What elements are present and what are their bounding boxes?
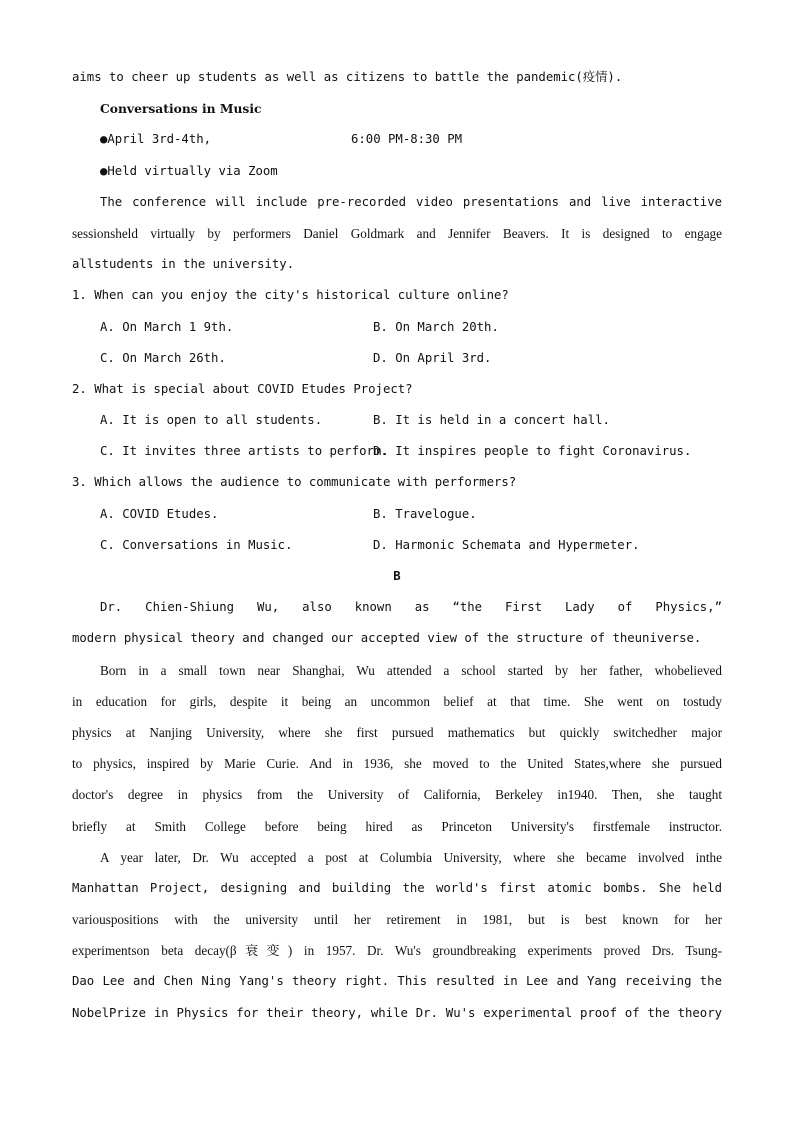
question-stem: 2. What is special about COVID Etudes Project?: [72, 381, 413, 396]
section-heading: B: [393, 569, 401, 583]
paragraph-line: Born in a small town near Shanghai, Wu attended a school started by her father, whobelieved: [100, 662, 722, 678]
paragraph-line: A year later, Dr. Wu accepted a post at Columbia University, where she became involved inthe: [100, 849, 722, 865]
option-a: A. COVID Etudes.: [100, 506, 219, 521]
option-row: [72, 530, 722, 561]
paragraph-line: briefly at Smith College before being hired as Princeton University's firstfemale instructor.: [72, 818, 722, 834]
event-date-line: [72, 124, 722, 155]
paragraph-line: experimentson beta decay(β衰变) in 1957. Dr. Wu's groundbreaking experiments proved Drs. Tsung-: [72, 943, 722, 959]
option-c: C. On March 26th.: [100, 350, 226, 365]
paragraph-line: in education for girls, despite it being an uncommon belief at that time. She went on tostudy: [72, 693, 722, 709]
paragraph-line: to physics, inspired by Marie Curie. And in 1936, she moved to the United States,where she pursued: [72, 756, 722, 772]
option-b: B. Travelogue.: [373, 506, 477, 521]
event-venue: ●Held virtually via Zoom: [100, 163, 278, 178]
event-time: 6:00 PM-8:30 PM: [351, 132, 463, 147]
event-date: ●April 3rd-4th,: [100, 132, 212, 147]
event-desc-line: allstudents in the university.: [72, 257, 295, 272]
option-d: D. It inspires people to fight Coronavirus.: [373, 444, 692, 459]
option-a: A. It is open to all students.: [100, 413, 323, 428]
option-d: D. On April 3rd.: [373, 350, 492, 365]
option-row: [72, 312, 722, 343]
question-stem: 1. When can you enjoy the city's historical culture online?: [72, 288, 509, 303]
event-desc-line: sessionsheld virtually by performers Daniel Goldmark and Jennifer Beavers. It is designed to engage: [72, 225, 722, 241]
event-desc-line: The conference will include pre-recorded video presentations and live interactive: [100, 194, 722, 209]
option-b: B. It is held in a concert hall.: [373, 413, 610, 428]
text-line: aims to cheer up students as well as citizens to battle the pandemic(疫情).: [72, 70, 623, 84]
option-row: [72, 343, 722, 374]
option-c: C. It invites three artists to perform.: [100, 444, 389, 459]
option-c: C. Conversations in Music.: [100, 537, 293, 552]
option-b: B. On March 20th.: [373, 319, 499, 334]
paragraph-line: doctor's degree in physics from the University of California, Berkeley in1940. Then, she taught: [72, 787, 722, 803]
option-d: D. Harmonic Schemata and Hypermeter.: [373, 537, 640, 552]
option-row: [72, 405, 722, 436]
question-stem: 3. Which allows the audience to communicate with performers?: [72, 475, 517, 490]
paragraph-line: NobelPrize in Physics for their theory, while Dr. Wu's experimental proof of the theory: [72, 1005, 722, 1020]
paragraph-line: physics at Nanjing University, where she first pursued mathematics but quickly switchedher major: [72, 724, 722, 740]
paragraph-line: Dr. Chien-Shiung Wu, also known as “the First Lady of Physics,”: [100, 600, 722, 615]
option-a: A. On March 1 9th.: [100, 319, 234, 334]
paragraph-line: Dao Lee and Chen Ning Yang's theory right. This resulted in Lee and Yang receiving the: [72, 974, 722, 989]
paragraph-line: modern physical theory and changed our accepted view of the structure of theuniverse.: [72, 631, 702, 646]
paragraph-line: variouspositions with the university until her retirement in 1981, but is best known for her: [72, 912, 722, 928]
option-row: [72, 436, 722, 467]
event-title: Conversations in Music: [100, 101, 262, 117]
document-page: [72, 62, 722, 1029]
paragraph-line: Manhattan Project, designing and building the world's first atomic bombs. She held: [72, 880, 722, 895]
option-row: [72, 499, 722, 530]
